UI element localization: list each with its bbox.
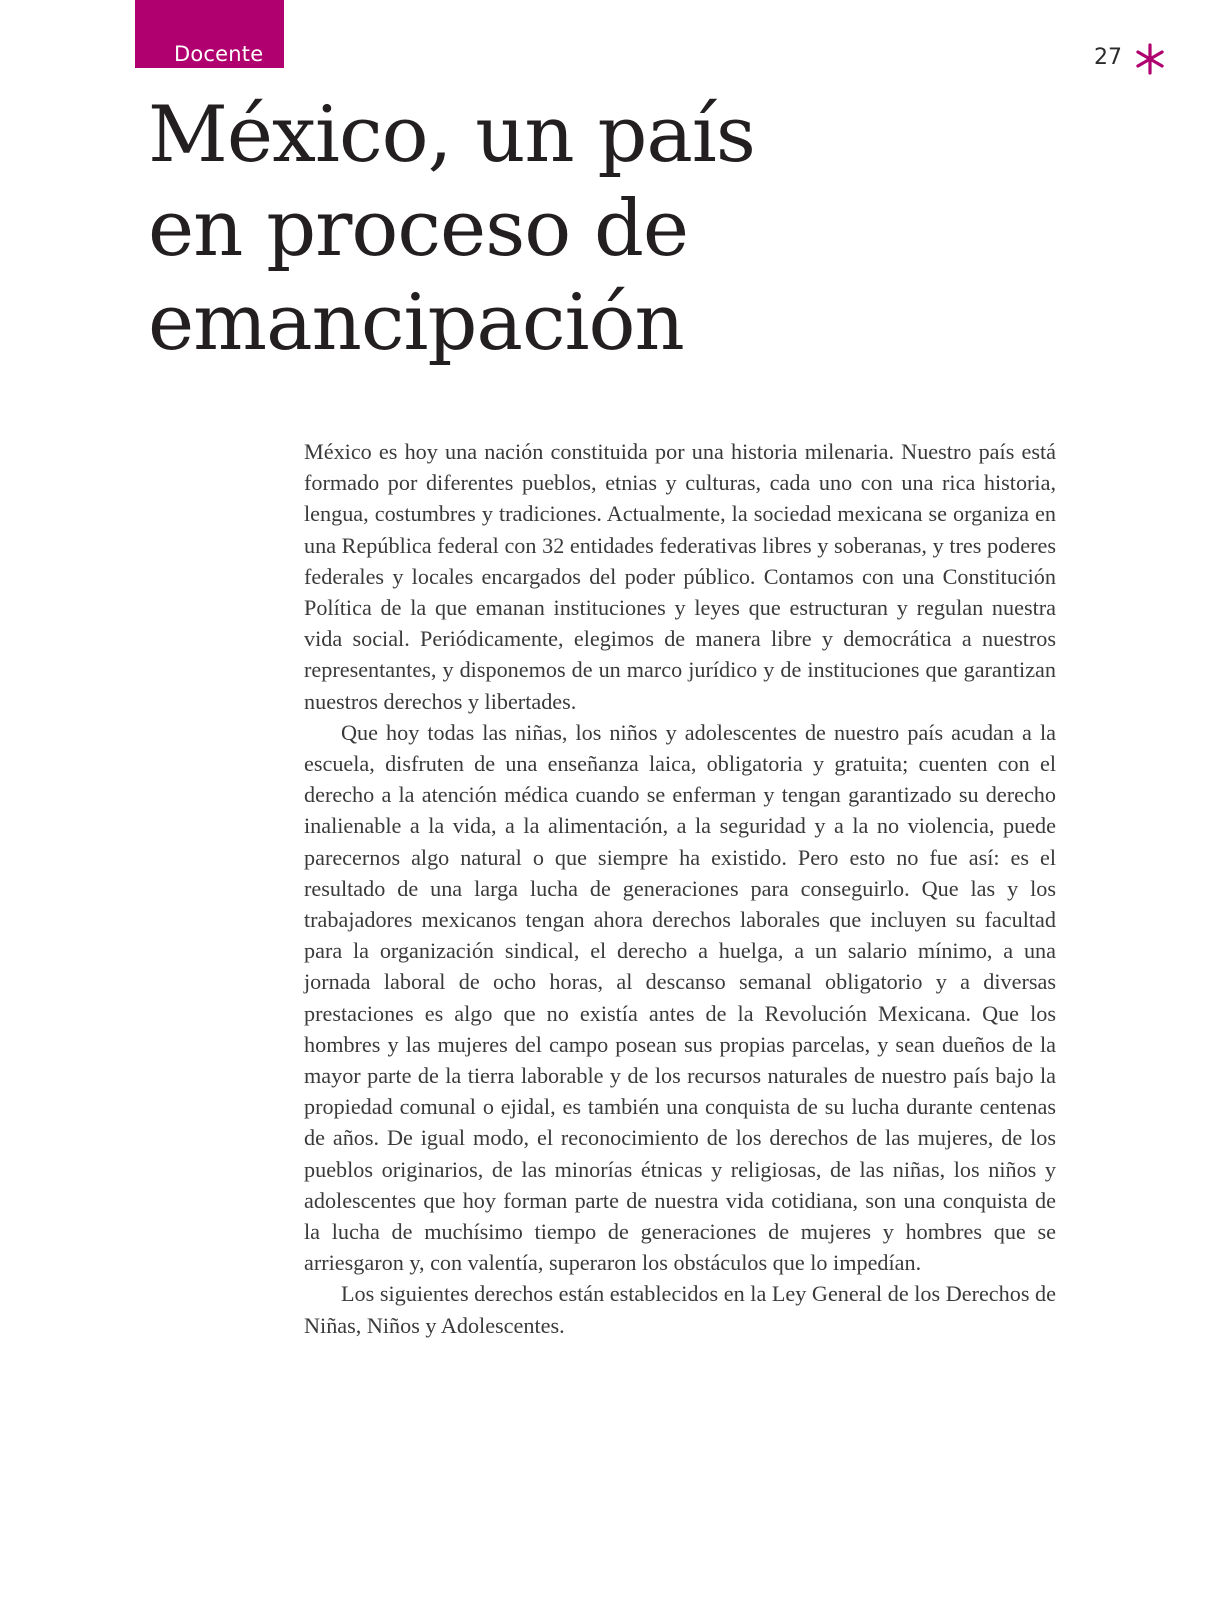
page-title-line-1: México, un país xyxy=(148,90,755,180)
paragraph-2: Que hoy todas las niñas, los niños y adolescentes de nuestro país acudan a la escuela, disfruten de una enseñanza laica, obligatoria y gratuita; cuenten con el derecho a la atención médica cuando se enferman y tengan garantizado su derecho inalienable a la vida, a la alimentación, a la seguridad y a la no violencia, puede parecernos algo natural o que siempre ha existido. Pero esto no fue así: es el resultado de una larga lucha de generaciones para conseguirlo. Que las y los trabajadores mexicanos tengan ahora derechos laborales que incluyen su facultad para la organización sindical, el derecho a huelga, a un salario mínimo, a una jornada laboral de ocho horas, al descanso semanal obligatorio y a diversas prestaciones es algo que no existía antes de la Revolución Mexicana. Que los hombres y las mujeres del campo posean sus propias parcelas, y sean dueños de la mayor parte de la tierra laborable y de los recursos naturales de nuestro país bajo la propiedad comunal o ejidal, es también una conquista de su lucha durante centenas de años. De igual modo, el reconocimiento de los derechos de las mujeres, de los pueblos originarios, de las minorías étnicas y religiosas, de las niñas, los niños y adolescentes que hoy forman parte de nuestra vida cotidiana, son una conquista de la lucha de muchísimo tiempo de generaciones de mujeres y hombres que se arriesgaron y, con valentía, superaron los obstáculos que lo impedían. xyxy=(304,719,1056,1276)
section-tab xyxy=(135,0,284,68)
paragraph-1: México es hoy una nación constituida por una historia milenaria. Nuestro país está formado por diferentes pueblos, etnias y culturas, cada uno con una rica historia, lengua, costumbres y tradiciones. Actualmente, la sociedad mexicana se organiza en una República federal con 32 entidades federativas libres y soberanas, y tres poderes federales y locales encargados del poder público. Contamos con una Constitución Política de la que emanan instituciones y leyes que estructuran y regulan nuestra vida social. Periódicamente, elegimos de manera libre y democrática a nuestros representantes, y disponemos de un marco jurídico y de instituciones que garantizan nuestros derechos y libertades. xyxy=(304,439,1056,714)
page-title-line-3: emancipación xyxy=(148,278,684,368)
page-title xyxy=(148,88,755,370)
page-title-line-2: en proceso de xyxy=(148,184,689,274)
section-label: Docente xyxy=(174,42,264,66)
paragraph-3: Los siguientes derechos están establecidos en la Ley General de los Derechos de Niñas, Niños y Adolescentes. xyxy=(304,1281,1056,1338)
page-number: 27 xyxy=(1094,45,1122,70)
body-text xyxy=(304,436,1056,1341)
asterisk-icon xyxy=(1133,42,1167,76)
